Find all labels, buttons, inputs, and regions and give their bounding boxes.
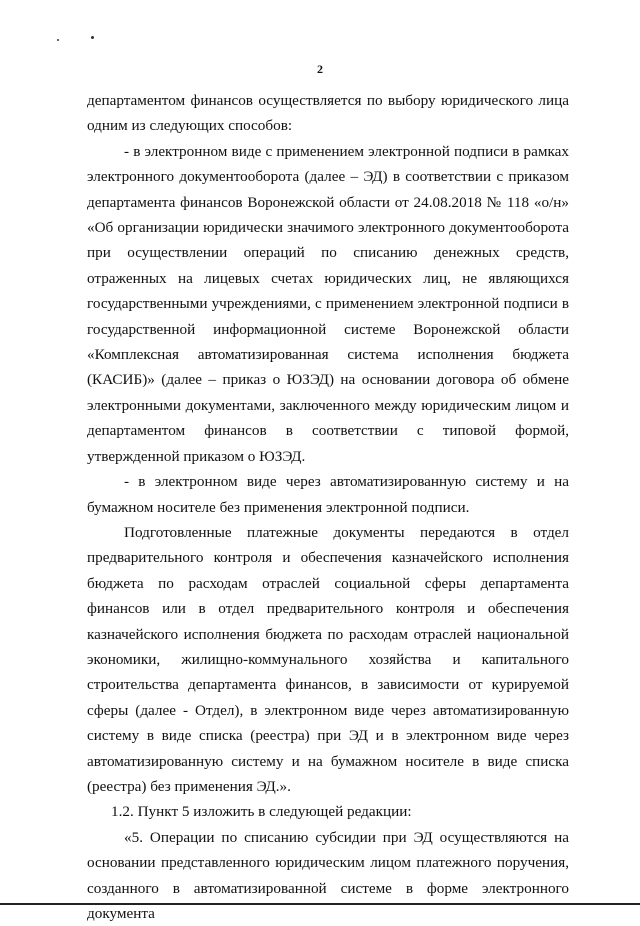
scan-speck xyxy=(91,36,94,39)
paragraph-intro: департаментом финансов осуществляется по выбору юридического лица одним из следующих способов: xyxy=(87,92,569,135)
document-body xyxy=(87,88,569,926)
paragraph-option-electronic-signature: - в электронном виде с применением электронной подписи в рамках электронного документооборота (далее – ЭД) в соответствии с приказом департамента финансов Воронежской области от 24.08.2018 № 118 «о/н» «Об организации юридически значимого электронного документооборота при осуществлении операций по списанию денежных средств, отраженных на лицевых счетах юридических лиц, не являющихся государственными учреждениями, с применением электронной подписи в государственной информационной системе Воронежской области «Комплексная автоматизированная система исполнения бюджета (КАСИБ)» (далее – приказ о ЮЗЭД) на основании договора об обмене электронными документами, заключенного между юридическим лицом и департаментом финансов в соответствии с типовой формой, утвержденной приказом о ЮЗЭД. xyxy=(87,142,569,465)
scan-speck xyxy=(57,39,59,41)
paragraph-option-paper: - в электронном виде через автоматизированную систему и на бумажном носителе без применения электронной подписи. xyxy=(87,473,569,516)
page-number: 2 xyxy=(317,62,323,76)
paragraph-payment-documents: Подготовленные платежные документы передаются в отдел предварительного контроля и обеспечения казначейского исполнения бюджета по расходам отраслей социальной сферы департамента финансов или в отдел предварительного контроля и обеспечения казначейского исполнения бюджета по расходам отраслей национальной экономики, жилищно-коммунального хозяйства и капитального строительства департамента финансов, в зависимости от курируемой сферы (далее - Отдел), в электронном виде через автоматизированную систему в виде списка (реестра) при ЭД и в электронном виде через автоматизированную систему и на бумажном носителе в виде списка (реестра) без применения ЭД.». xyxy=(87,523,569,795)
paragraph-item-5: «5. Операции по списанию субсидии при ЭД осуществляются на основании представленного юридическим лицом платежного поручения, созданного в автоматизированной системе в форме электронного документа xyxy=(87,828,569,922)
paragraph-item-1-2: 1.2. Пункт 5 изложить в следующей редакции: xyxy=(111,803,412,821)
